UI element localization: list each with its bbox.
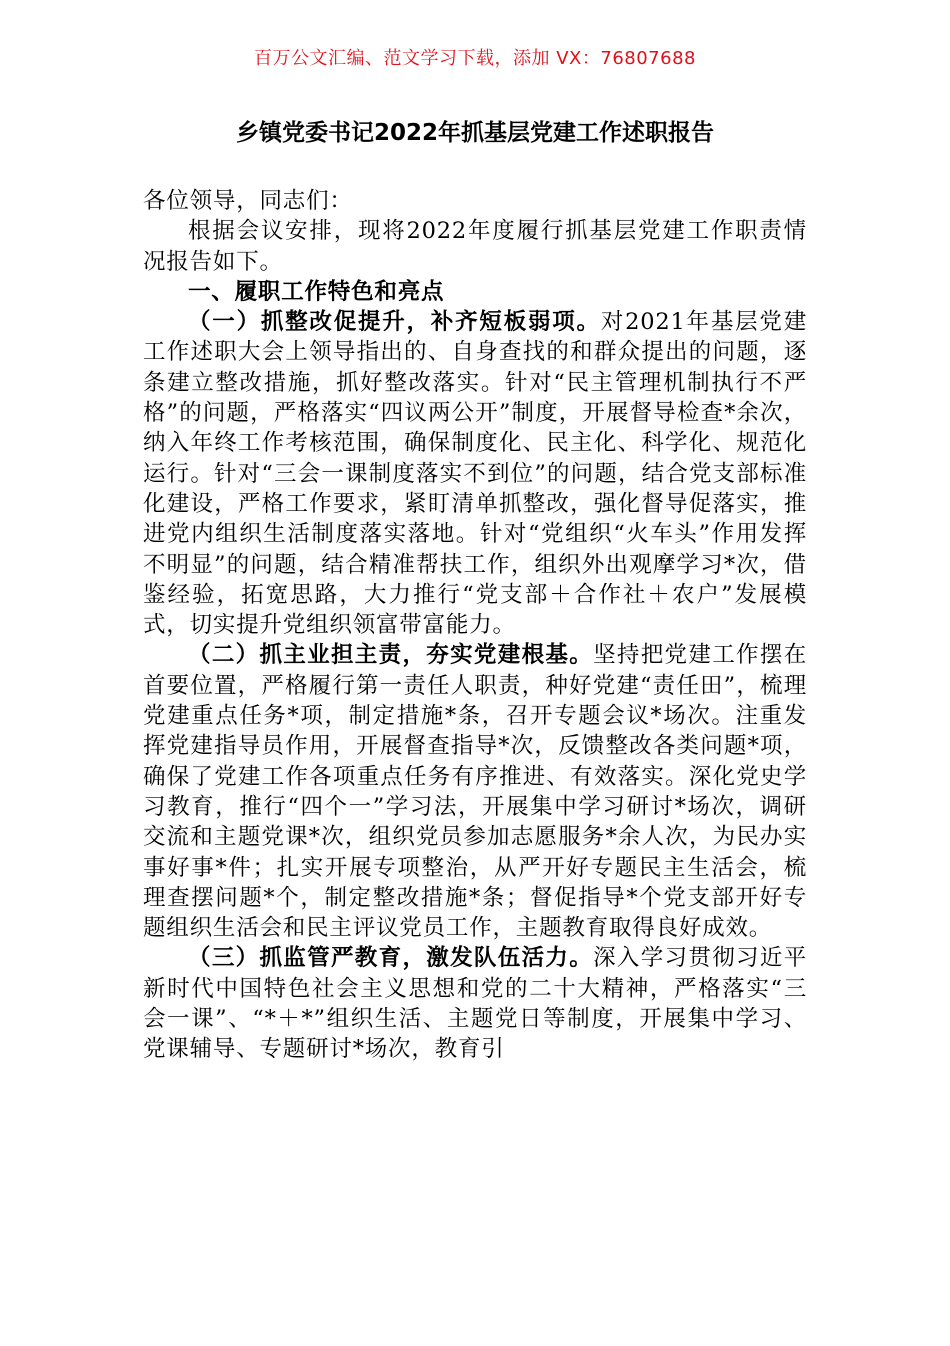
document-page	[143, 113, 807, 1065]
paragraph-item-2	[143, 640, 807, 943]
item-1-body: 对2021年基层党建工作述职大会上领导指出的、自身查找的和群众提出的问题，逐条建立整改措施，抓好整改落实。针对“民主管理机制执行不严格”的问题，严格落实“四议两公开”制度，开展督导检查*余次，纳入年终工作考核范围，确保制度化、民主化、科学化、规范化运行。针对“三会一课制度落实不到位”的问题，结合党支部标准化建设，严格工作要求，紧盯清单抓整改，强化督导促落实，推进党内组织生活制度落实落地。针对“党组织“火车头”作用发挥不明显”的问题，结合精准帮扶工作，组织外出观摩学习*次，借鉴经验，拓宽思路，大力推行“党支部＋合作社＋农户”发展模式，切实提升党组织领富带富能力。	[143, 309, 807, 639]
intro-paragraph: 根据会议安排，现将2022年度履行抓基层党建工作职责情况报告如下。	[143, 218, 807, 275]
section-heading-1: 一、履职工作特色和亮点	[188, 278, 445, 305]
item-2-body: 坚持把党建工作摆在首要位置，严格履行第一责任人职责，种好党建“责任田”，梳理党建重点任务*项，制定措施*条，召开专题会议*场次。注重发挥党建指导员作用，开展督查指导*次，反馈整改各类问题*项，确保了党建工作各项重点任务有序推进、有效落实。深化党史学习教育，推行“四个一”学习法，开展集中学习研讨*场次，调研交流和主题党课*次，组织党员参加志愿服务*余人次，为民办实事好事*件；扎实开展专项整治，从严开好专题民主生活会，梳理查摆问题*个，制定整改措施*条；督促指导*个党支部开好专题组织生活会和民主评议党员工作，主题教育取得良好成效。	[143, 642, 807, 942]
watermark-banner: 百万公文汇编、范文学习下载，添加 VX：76807688	[254, 48, 696, 69]
paragraph-item-1	[143, 307, 807, 640]
item-3-body: 深入学习贯彻习近平新时代中国特色社会主义思想和党的二十大精神，严格落实“三会一课”、“*＋*”组织生活、主题党日等制度，开展集中学习、党课辅导、专题研讨*场次，教育引	[143, 945, 807, 1063]
document-title: 乡镇党委书记2022年抓基层党建工作述职报告	[235, 120, 714, 146]
salutation: 各位领导，同志们：	[143, 188, 353, 214]
paragraph-item-3	[143, 943, 807, 1064]
item-3-lead: （三）抓监管严教育，激发队伍活力。	[188, 945, 594, 972]
item-2-lead: （二）抓主业担主责，夯实党建根基。	[188, 642, 594, 669]
item-1-lead: （一）抓整改促提升，补齐短板弱项。	[188, 309, 601, 336]
